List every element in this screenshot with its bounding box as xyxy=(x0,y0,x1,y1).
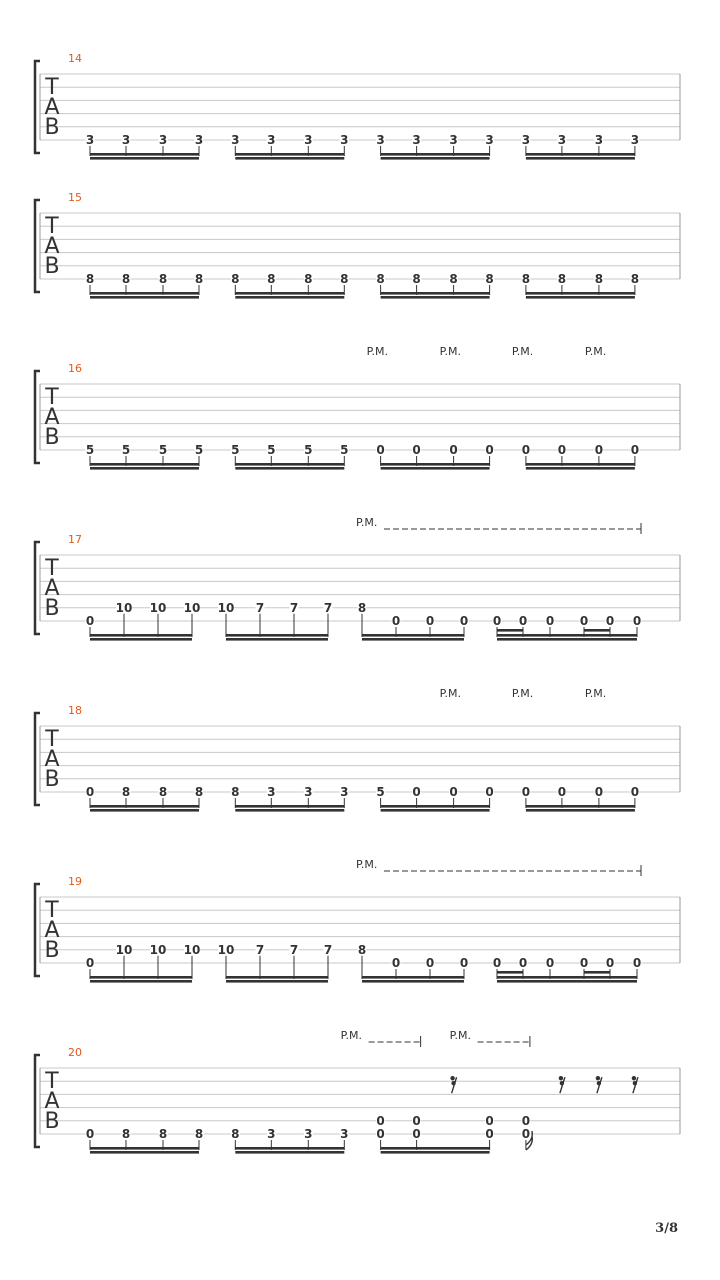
beam-sub xyxy=(497,971,523,974)
fret-number: 0 xyxy=(632,614,642,628)
rest-dot xyxy=(632,1076,636,1080)
beam xyxy=(235,805,344,808)
tab-clef-letter: A xyxy=(44,405,60,430)
fret-number: 3 xyxy=(194,133,204,147)
fret-number: 3 xyxy=(557,133,567,147)
tab-clef-letter: T xyxy=(45,898,59,923)
fret-number: 10 xyxy=(115,600,133,615)
measure-number: 14 xyxy=(68,52,82,65)
fret-number: 8 xyxy=(357,600,367,615)
fret-number: 0 xyxy=(85,1127,95,1141)
fret-number: 5 xyxy=(158,443,168,457)
fret-number: 3 xyxy=(449,133,458,147)
fret-number: 0 xyxy=(449,443,458,457)
fret-number: 10 xyxy=(115,942,133,957)
fret-number: 8 xyxy=(121,785,131,799)
palm-mute-label: P.M. xyxy=(584,345,607,358)
beam xyxy=(381,463,490,466)
fret-number: 3 xyxy=(485,133,494,147)
fret-number: 0 xyxy=(412,1113,421,1128)
beam xyxy=(90,463,199,466)
beam xyxy=(235,153,344,156)
fret-number: 3 xyxy=(521,133,531,147)
fret-number: 8 xyxy=(85,272,95,286)
tab-clef-letter: T xyxy=(45,1069,59,1094)
beam xyxy=(381,153,490,156)
beam xyxy=(526,157,635,160)
fret-number: 8 xyxy=(485,272,494,286)
fret-number: 0 xyxy=(412,443,421,457)
fret-number: 8 xyxy=(412,272,421,286)
fret-number: 8 xyxy=(340,272,349,286)
fret-number: 0 xyxy=(630,785,640,799)
tab-system-14 xyxy=(35,52,680,160)
fret-number: 10 xyxy=(183,942,201,957)
fret-number: 0 xyxy=(545,614,555,628)
fret-number: 8 xyxy=(158,785,168,799)
beam xyxy=(526,292,635,295)
tab-clef-letter: A xyxy=(44,234,60,259)
fret-number: 0 xyxy=(605,956,615,970)
tab-clef-letter: A xyxy=(44,918,60,943)
fret-number: 0 xyxy=(518,956,528,970)
fret-number: 8 xyxy=(357,942,367,957)
fret-number: 5 xyxy=(121,443,131,457)
sixteenth-rest xyxy=(596,1076,602,1093)
beam xyxy=(497,638,637,641)
tab-system-18 xyxy=(35,687,680,812)
fret-number: 0 xyxy=(412,1127,421,1141)
fret-number: 0 xyxy=(492,956,502,970)
rest-dot xyxy=(559,1076,563,1080)
fret-number: 0 xyxy=(85,956,95,970)
beam xyxy=(381,467,490,470)
fret-number: 0 xyxy=(579,956,589,970)
fret-number: 5 xyxy=(194,443,204,457)
beam xyxy=(497,634,637,637)
fret-number: 5 xyxy=(340,443,349,457)
fret-number: 0 xyxy=(376,1127,385,1141)
palm-mute-label: P.M. xyxy=(439,345,462,358)
measure-number: 19 xyxy=(68,875,82,888)
fret-number: 5 xyxy=(267,443,276,457)
beam xyxy=(235,292,344,295)
tab-clef-letter: B xyxy=(44,425,60,450)
fret-number: 8 xyxy=(231,785,240,799)
fret-number: 3 xyxy=(340,785,349,799)
fret-number: 0 xyxy=(545,956,555,970)
measure-number: 20 xyxy=(68,1046,82,1059)
fret-number: 0 xyxy=(521,1127,531,1141)
beam xyxy=(235,1151,344,1154)
fret-number: 3 xyxy=(340,1127,349,1141)
fret-number: 7 xyxy=(255,942,265,957)
beam xyxy=(526,805,635,808)
tab-system-20 xyxy=(35,1029,680,1154)
tab-clef-letter: T xyxy=(45,214,59,239)
beam xyxy=(90,809,199,812)
beam-sub xyxy=(584,971,610,974)
fret-number: 8 xyxy=(376,272,385,286)
tab-clef-letter: T xyxy=(45,385,59,410)
beam xyxy=(362,976,464,979)
tab-clef-letter: B xyxy=(44,596,60,621)
fret-number: 7 xyxy=(323,600,333,615)
fret-number: 8 xyxy=(630,272,640,286)
fret-number: 3 xyxy=(412,133,421,147)
palm-mute-label: P.M. xyxy=(356,516,378,529)
fret-number: 0 xyxy=(412,785,421,799)
palm-mute-label: P.M. xyxy=(584,687,607,700)
beam xyxy=(90,976,192,979)
system-brace xyxy=(35,61,40,153)
fret-number: 8 xyxy=(231,272,240,286)
fret-number: 0 xyxy=(376,443,385,457)
fret-number: 0 xyxy=(557,785,567,799)
system-brace xyxy=(35,713,40,805)
fret-number: 3 xyxy=(594,133,604,147)
fret-number: 0 xyxy=(594,443,604,457)
tab-clef-letter: T xyxy=(45,727,59,752)
beam-sub xyxy=(584,629,610,632)
fret-number: 3 xyxy=(267,133,276,147)
beam-sub xyxy=(497,629,523,632)
fret-number: 7 xyxy=(323,942,333,957)
fret-number: 0 xyxy=(459,956,469,970)
rest-dot xyxy=(560,1081,564,1085)
beam xyxy=(497,980,637,983)
beam xyxy=(90,1151,199,1154)
fret-number: 7 xyxy=(289,942,299,957)
fret-number: 0 xyxy=(521,1113,531,1128)
beam xyxy=(90,1147,199,1150)
tab-clef-letter: B xyxy=(44,115,60,140)
beam xyxy=(497,976,637,979)
tab-clef-letter: B xyxy=(44,767,60,792)
fret-number: 0 xyxy=(579,614,589,628)
sixteenth-rest xyxy=(559,1076,565,1093)
palm-mute-label: P.M. xyxy=(356,858,378,871)
measure-number: 17 xyxy=(68,533,82,546)
fret-number: 0 xyxy=(557,443,567,457)
fret-number: 0 xyxy=(594,785,604,799)
rest-dot xyxy=(596,1076,600,1080)
beam xyxy=(362,980,464,983)
system-brace xyxy=(35,542,40,634)
fret-number: 8 xyxy=(231,1127,240,1141)
beam xyxy=(90,980,192,983)
fret-number: 8 xyxy=(304,272,313,286)
beam xyxy=(235,809,344,812)
beam xyxy=(90,292,199,295)
tab-clef-letter: B xyxy=(44,254,60,279)
fret-number: 0 xyxy=(449,785,458,799)
beam xyxy=(235,1147,344,1150)
beam xyxy=(235,296,344,299)
fret-number: 0 xyxy=(485,1113,494,1128)
fret-number: 8 xyxy=(449,272,458,286)
tab-system-15 xyxy=(35,191,680,299)
fret-number: 3 xyxy=(231,133,240,147)
beam xyxy=(381,809,490,812)
palm-mute-label: P.M. xyxy=(511,687,534,700)
fret-number: 8 xyxy=(521,272,531,286)
fret-number: 8 xyxy=(194,1127,204,1141)
beam xyxy=(235,157,344,160)
beam xyxy=(226,976,328,979)
beam xyxy=(235,467,344,470)
measure-number: 15 xyxy=(68,191,82,204)
fret-number: 0 xyxy=(605,614,615,628)
fret-number: 10 xyxy=(217,600,235,615)
tab-clef-letter: T xyxy=(45,75,59,100)
fret-number: 3 xyxy=(267,1127,276,1141)
fret-number: 3 xyxy=(267,785,276,799)
fret-number: 0 xyxy=(485,785,494,799)
fret-number: 3 xyxy=(158,133,168,147)
beam xyxy=(90,467,199,470)
fret-number: 8 xyxy=(158,272,168,286)
system-brace xyxy=(35,884,40,976)
fret-number: 5 xyxy=(85,443,95,457)
beam xyxy=(362,634,464,637)
tab-system-19 xyxy=(35,858,680,983)
tab-clef-letter: A xyxy=(44,747,60,772)
system-brace xyxy=(35,200,40,292)
page-number: 3/8 xyxy=(655,1221,678,1236)
tab-clef-letter: A xyxy=(44,95,60,120)
beam xyxy=(90,634,192,637)
tab-clef-letter: B xyxy=(44,938,60,963)
beam xyxy=(90,805,199,808)
fret-number: 8 xyxy=(594,272,604,286)
beam xyxy=(381,296,490,299)
rest-dot xyxy=(633,1081,637,1085)
rest-dot xyxy=(451,1081,455,1085)
fret-number: 7 xyxy=(289,600,299,615)
fret-number: 8 xyxy=(194,272,204,286)
beam xyxy=(381,157,490,160)
fret-number: 0 xyxy=(630,443,640,457)
rest-dot xyxy=(450,1076,454,1080)
fret-number: 3 xyxy=(304,785,313,799)
tab-system-16 xyxy=(35,345,680,470)
sixteenth-rest xyxy=(632,1076,638,1093)
rest-dot xyxy=(597,1081,601,1085)
fret-number: 0 xyxy=(85,614,95,628)
beam xyxy=(526,467,635,470)
fret-number: 3 xyxy=(376,133,385,147)
fret-number: 0 xyxy=(492,614,502,628)
fret-number: 0 xyxy=(632,956,642,970)
fret-number: 0 xyxy=(85,785,95,799)
fret-number: 3 xyxy=(304,133,313,147)
fret-number: 10 xyxy=(149,600,167,615)
fret-number: 3 xyxy=(304,1127,313,1141)
beam xyxy=(90,153,199,156)
tab-clef-letter: T xyxy=(45,556,59,581)
fret-number: 8 xyxy=(267,272,276,286)
fret-number: 10 xyxy=(149,942,167,957)
fret-number: 0 xyxy=(485,1127,494,1141)
fret-number: 5 xyxy=(231,443,240,457)
tab-clef-letter: B xyxy=(44,1109,60,1134)
palm-mute-label: P.M. xyxy=(366,345,389,358)
beam xyxy=(235,463,344,466)
palm-mute-label: P.M. xyxy=(340,1029,363,1042)
fret-number: 8 xyxy=(194,785,204,799)
tab-clef-letter: A xyxy=(44,1089,60,1114)
beam xyxy=(381,1151,490,1154)
beam xyxy=(226,638,328,641)
fret-number: 0 xyxy=(518,614,528,628)
beam xyxy=(226,980,328,983)
beam xyxy=(381,805,490,808)
fret-number: 5 xyxy=(304,443,313,457)
fret-number: 0 xyxy=(376,1113,385,1128)
beam xyxy=(381,292,490,295)
fret-number: 3 xyxy=(340,133,349,147)
fret-number: 0 xyxy=(391,956,401,970)
measure-number: 16 xyxy=(68,362,82,375)
beam xyxy=(90,296,199,299)
beam xyxy=(526,296,635,299)
sixteenth-rest xyxy=(450,1076,456,1093)
fret-number: 8 xyxy=(121,272,131,286)
palm-mute-label: P.M. xyxy=(511,345,534,358)
fret-number: 8 xyxy=(121,1127,131,1141)
system-brace xyxy=(35,371,40,463)
tab-system-17 xyxy=(35,516,680,641)
system-brace xyxy=(35,1055,40,1147)
fret-number: 0 xyxy=(391,614,401,628)
beam xyxy=(226,634,328,637)
fret-number: 0 xyxy=(485,443,494,457)
beam xyxy=(362,638,464,641)
measure-number: 18 xyxy=(68,704,82,717)
beam xyxy=(90,157,199,160)
fret-number: 3 xyxy=(121,133,131,147)
beam xyxy=(526,153,635,156)
fret-number: 10 xyxy=(183,600,201,615)
fret-number: 0 xyxy=(459,614,469,628)
tab-clef-letter: A xyxy=(44,576,60,601)
beam xyxy=(526,809,635,812)
fret-number: 3 xyxy=(630,133,640,147)
palm-mute-label: P.M. xyxy=(439,687,462,700)
beam xyxy=(381,1147,490,1150)
beam xyxy=(526,463,635,466)
fret-number: 3 xyxy=(85,133,95,147)
fret-number: 0 xyxy=(521,443,531,457)
fret-number: 0 xyxy=(425,614,435,628)
palm-mute-label: P.M. xyxy=(449,1029,472,1042)
fret-number: 0 xyxy=(425,956,435,970)
fret-number: 8 xyxy=(158,1127,168,1141)
fret-number: 7 xyxy=(255,600,265,615)
fret-number: 0 xyxy=(521,785,531,799)
fret-number: 5 xyxy=(376,785,385,799)
fret-number: 8 xyxy=(557,272,567,286)
beam xyxy=(90,638,192,641)
fret-number: 10 xyxy=(217,942,235,957)
